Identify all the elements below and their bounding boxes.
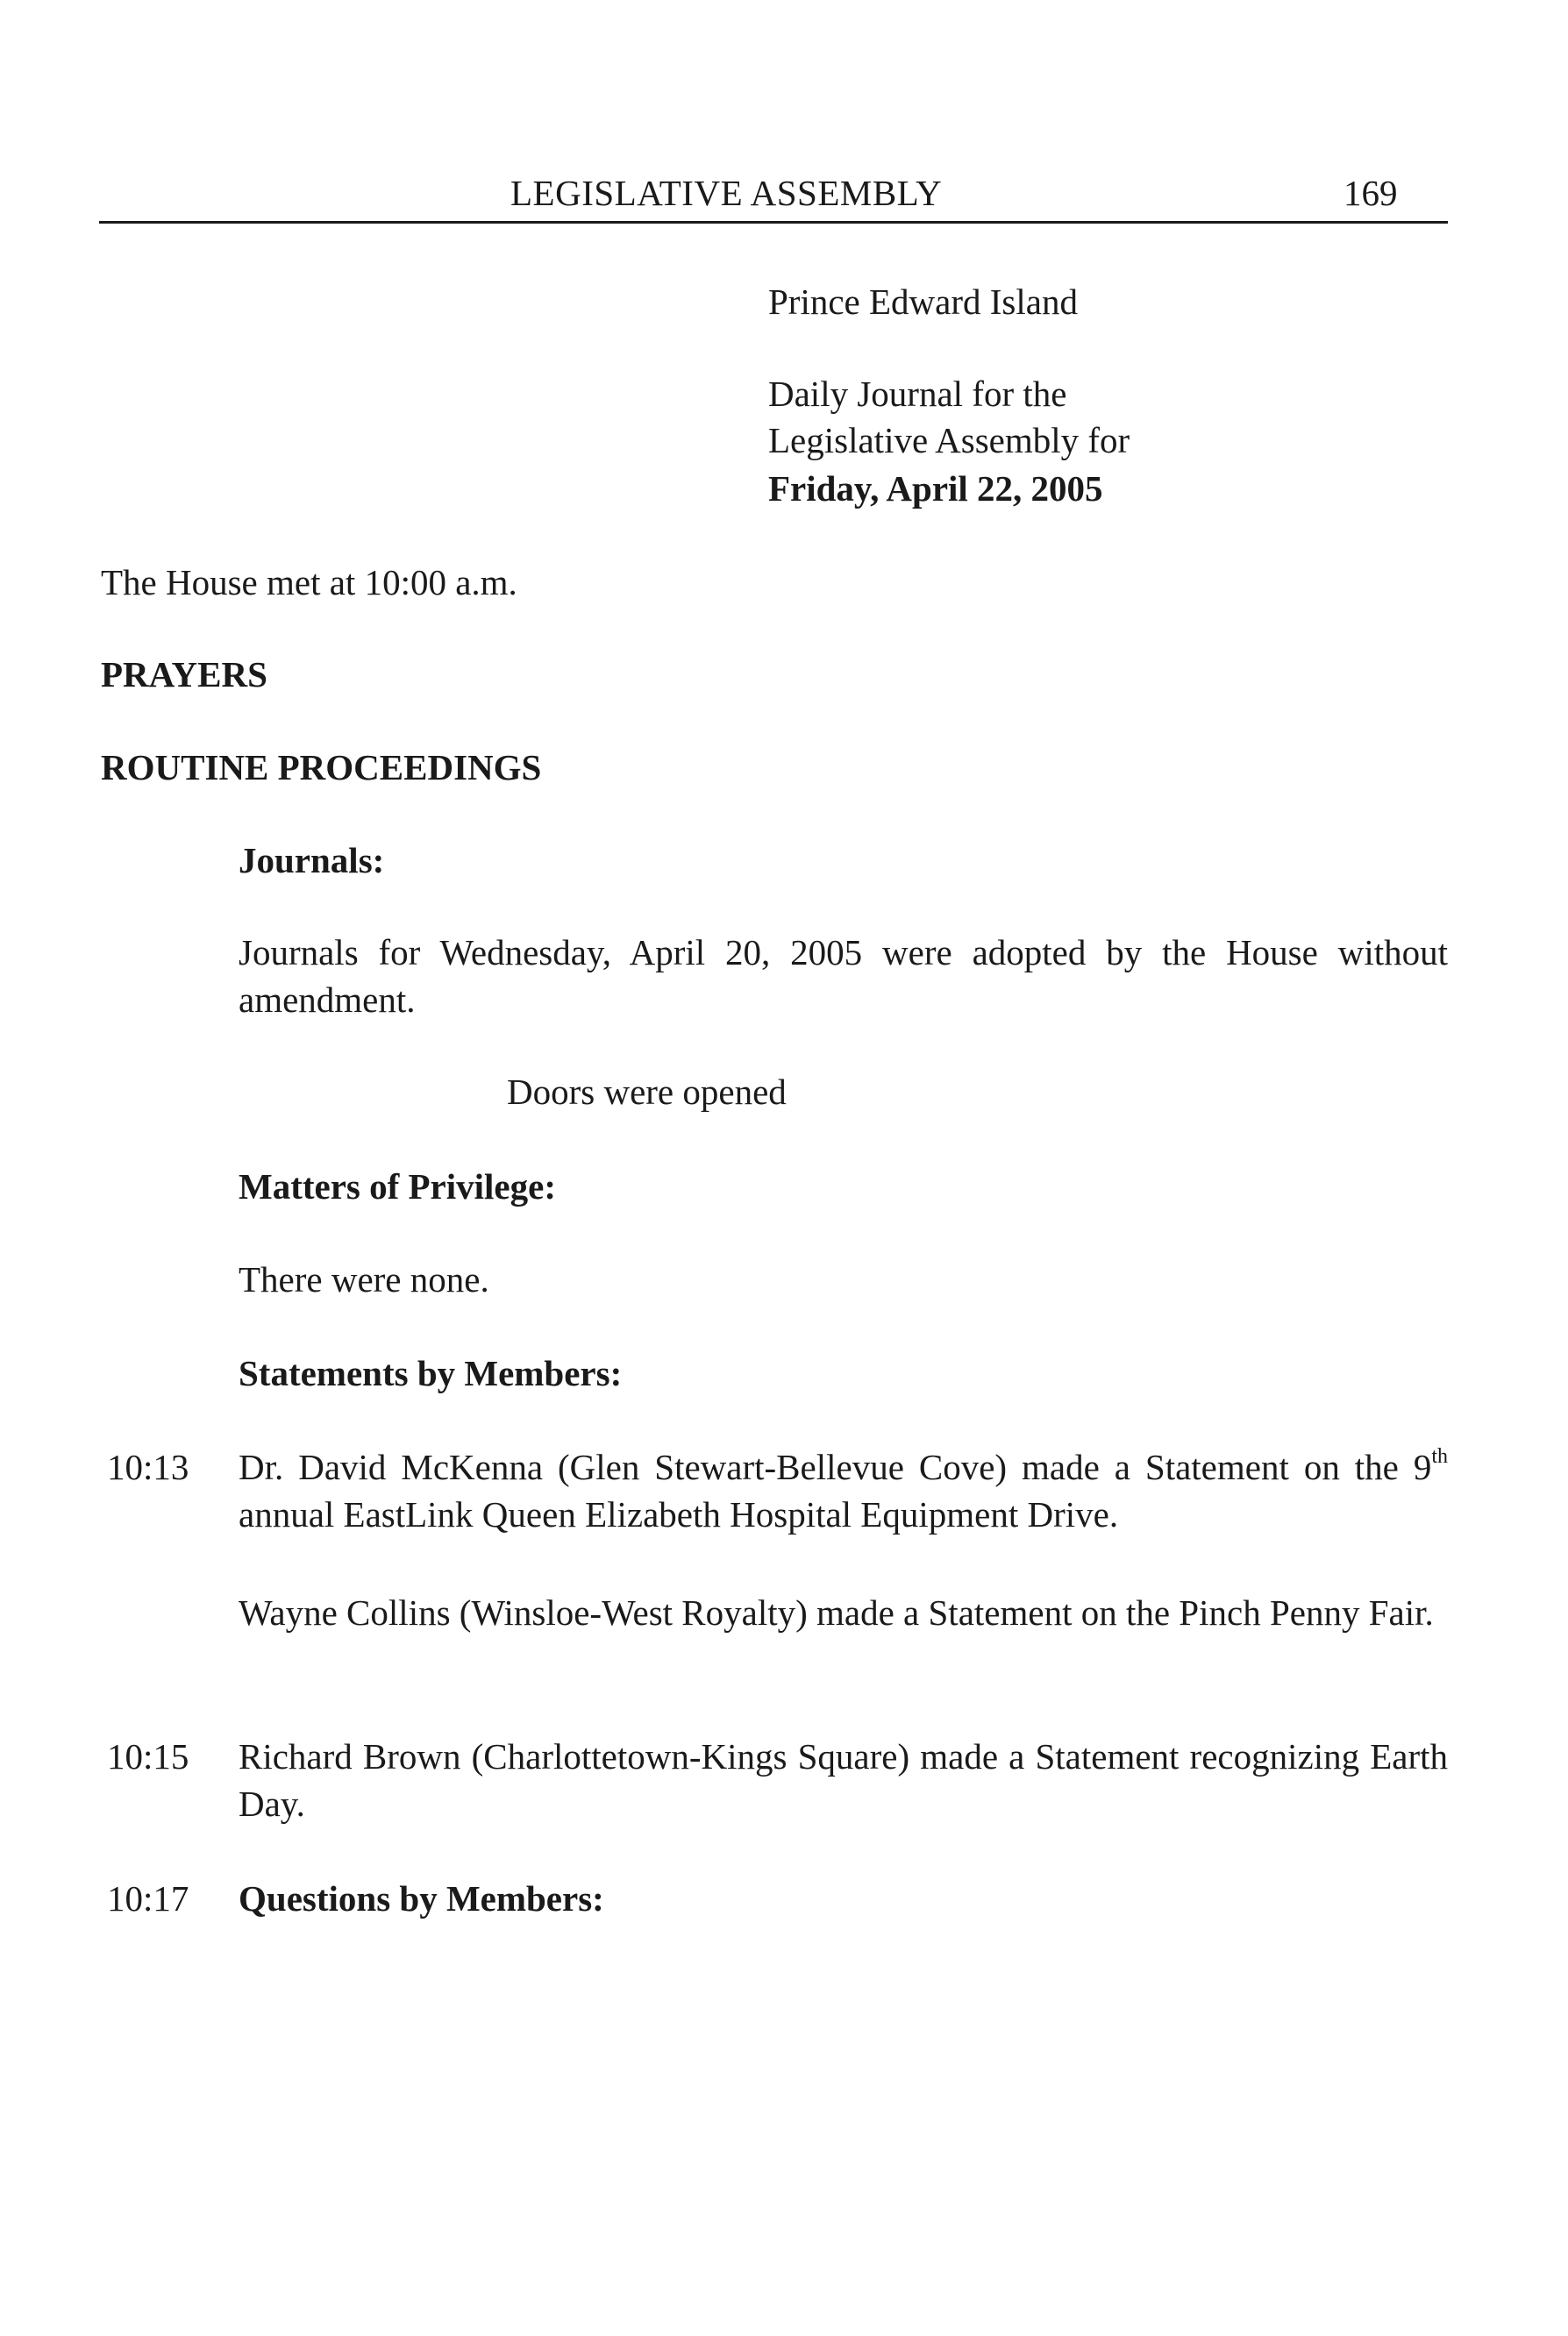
statement-item: Wayne Collins (Winsloe-West Royalty) made a Statement on the Pinch Penny Fair. — [239, 1592, 1434, 1633]
statement-item: Richard Brown (Charlottetown-Kings Square) made a Statement recognizing Earth Day. — [239, 1736, 1448, 1824]
statement-item — [239, 1443, 1448, 1538]
time-stamp: 10:15 — [107, 1736, 189, 1777]
statement-text: Dr. David McKenna (Glen Stewart-Bellevue Cove) made a Statement on the 9 — [239, 1447, 1432, 1487]
heading-routine-proceedings: ROUTINE PROCEEDINGS — [101, 747, 542, 787]
header-rule — [99, 221, 1448, 224]
masthead-province: Prince Edward Island — [768, 281, 1078, 322]
heading-statements-by-members: Statements by Members: — [239, 1353, 623, 1393]
privilege-text: There were none. — [239, 1259, 489, 1300]
masthead-journal-line2: Legislative Assembly for — [768, 420, 1130, 460]
page-number: 169 — [1343, 173, 1398, 213]
heading-journals: Journals: — [239, 840, 385, 880]
time-stamp: 10:17 — [107, 1878, 189, 1919]
journals-text: Journals for Wednesday, April 20, 2005 were adopted by the House without amendment. — [239, 932, 1448, 1020]
statement-text-continued: annual EastLink Queen Elizabeth Hospital Equipment Drive. — [239, 1494, 1119, 1535]
running-header-title: LEGISLATIVE ASSEMBLY — [510, 173, 943, 213]
masthead-journal-line1: Daily Journal for the — [768, 374, 1067, 414]
heading-matters-of-privilege: Matters of Privilege: — [239, 1166, 556, 1207]
time-stamp: 10:13 — [107, 1447, 189, 1487]
heading-questions-by-members: Questions by Members: — [239, 1878, 604, 1919]
heading-prayers: PRAYERS — [101, 654, 267, 694]
opening-line: The House met at 10:00 a.m. — [101, 562, 517, 602]
doors-opened: Doors were opened — [507, 1072, 787, 1112]
masthead-date: Friday, April 22, 2005 — [768, 468, 1103, 509]
superscript-ordinal: th — [1431, 1445, 1448, 1469]
